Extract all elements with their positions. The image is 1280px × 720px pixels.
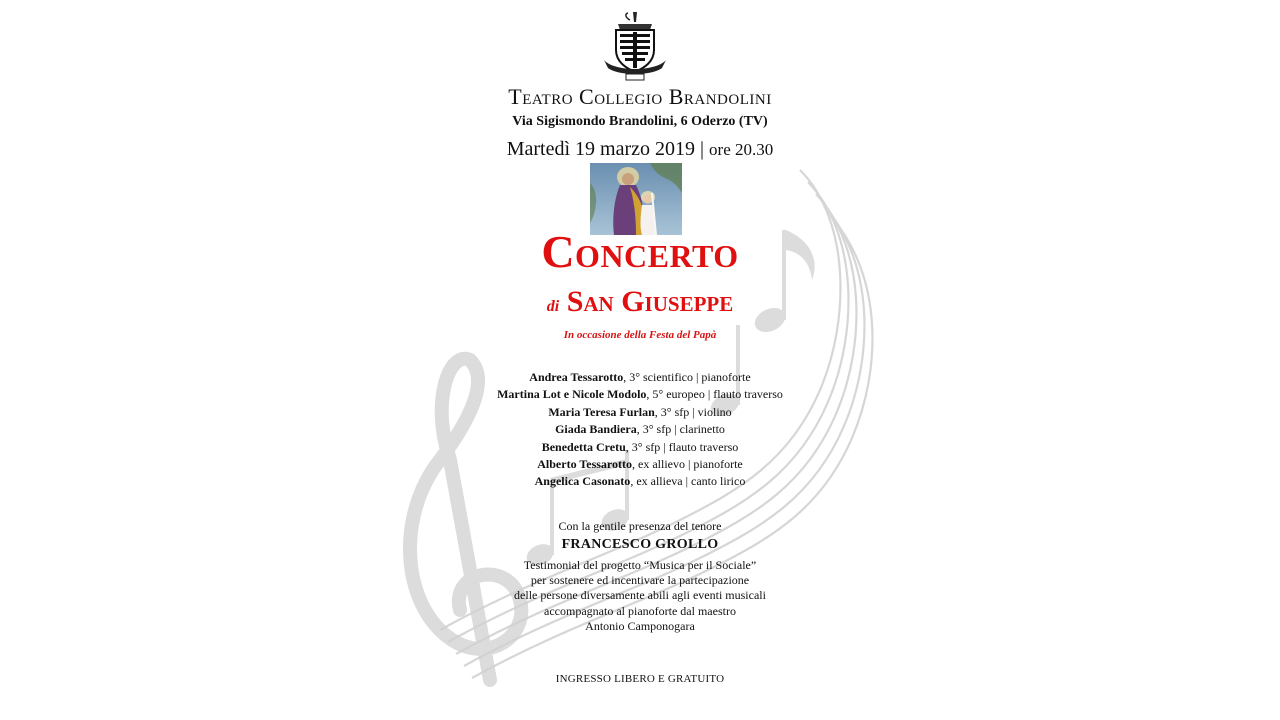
performer-detail: , 3° scientifico | pianoforte — [623, 370, 751, 384]
venue-address: Via Sigismondo Brandolini, 6 Oderzo (TV) — [512, 114, 768, 129]
performer-item — [0, 421, 1280, 438]
performer-name: Benedetta Cretu — [541, 439, 626, 454]
performer-name: Maria Teresa Furlan — [548, 404, 655, 419]
performer-detail: , ex allieva | canto lirico — [630, 474, 746, 489]
description-line: delle persone diversamente abili agli eventi musicali — [514, 588, 766, 603]
subtitle-saint: San Giuseppe — [566, 285, 734, 318]
performer-item — [0, 369, 1280, 386]
performer-item — [0, 404, 1280, 421]
performer-item — [0, 386, 1280, 403]
performer-detail: , 5° europeo | flauto traverso — [646, 387, 783, 402]
subtitle-di: di — [546, 298, 560, 315]
performer-item — [0, 473, 1280, 490]
event-day: Martedì 19 marzo 2019 | — [506, 138, 710, 160]
performers-list — [0, 369, 1280, 491]
description-line: accompagnato al pianoforte dal maestro — [544, 603, 736, 618]
performer-name: Angelica Casonato — [534, 474, 631, 489]
tenor-description — [0, 558, 1280, 634]
description-line: Testimonial del progetto “Musica per il Sociale” — [523, 558, 757, 572]
presence-intro: Con la gentile presenza del tenore — [558, 519, 722, 533]
event-time: ore 20.30 — [709, 140, 774, 159]
performer-name: Andrea Tessarotto — [529, 370, 624, 384]
college-crest-logo — [600, 10, 670, 84]
performer-detail: , 3° sfp | flauto traverso — [625, 439, 739, 454]
tenor-name: FRANCESCO GROLLO — [561, 537, 719, 552]
performer-detail: , 3° sfp | violino — [654, 404, 732, 419]
description-line: Antonio Camponogara — [585, 618, 695, 633]
concert-subtitle — [0, 280, 1280, 329]
performer-item — [0, 439, 1280, 456]
performer-detail: , ex allievo | pianoforte — [632, 456, 743, 471]
occasion-text: In occasione della Festa del Papà — [563, 329, 717, 341]
performer-name: Giada Bandiera — [555, 422, 637, 437]
performer-name: Alberto Tessarotto — [537, 456, 633, 471]
venue-name: Teatro Collegio Brandolini — [508, 84, 772, 109]
performer-name: Martina Lot e Nicole Modolo — [497, 387, 647, 402]
concert-title: Concerto — [541, 226, 739, 277]
description-line: per sostenere ed incentivare la partecipazione — [530, 573, 750, 588]
entry-note: INGRESSO LIBERO E GRATUITO — [555, 673, 725, 685]
event-date — [0, 138, 1280, 161]
performer-item — [0, 456, 1280, 473]
performer-detail: , 3° sfp | clarinetto — [636, 422, 725, 437]
